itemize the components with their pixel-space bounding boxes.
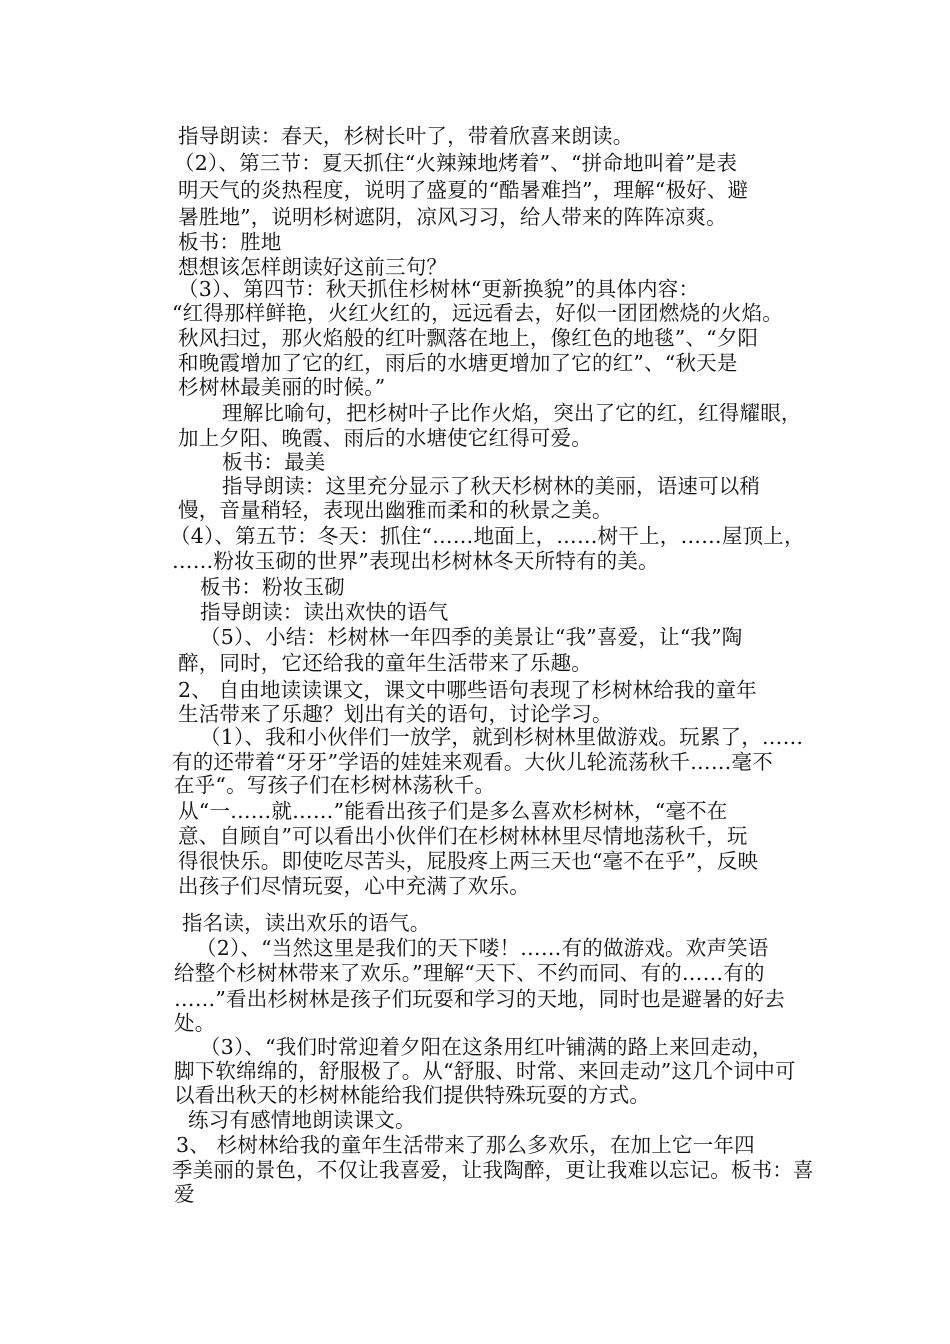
text-line: 板书：粉妆玉砌: [200, 575, 345, 599]
text-line: 指导朗读：春天，杉树长叶了，带着欣喜来朗读。: [178, 124, 634, 148]
text-line: 练习有感情地朗读课文。: [188, 1108, 416, 1132]
text-line: 指导朗读：这里充分显示了秋天杉树林的美丽，语速可以稍: [222, 474, 761, 498]
text-line: 加上夕阳、晚霞、雨后的水塘使它红得可爱。: [178, 426, 592, 450]
text-line: 得很快乐。即使吃尽苦头，屁股疼上两三天也“毫不在乎”，反映: [178, 849, 759, 873]
text-line: （5）、小结：杉树林一年四季的美景让“我”喜爱，让“我”陶: [200, 625, 743, 649]
text-line: ……”看出杉树林是孩子们玩耍和学习的天地，同时也是避暑的好去: [174, 987, 785, 1011]
text-line: 以看出秋天的杉树林能给我们提供特殊玩耍的方式。: [174, 1083, 651, 1107]
text-line: 板书：最美: [222, 450, 326, 474]
text-line: 3、 杉树林给我的童年生活带来了那么多欢乐，在加上它一年四: [176, 1133, 755, 1157]
text-line: “红得那样鲜艳，火红火红的，远远看去，好似一团团燃烧的火焰。: [172, 301, 783, 325]
text-line: 处。: [174, 1011, 216, 1035]
text-line: （1）、我和小伙伴们一放学，就到杉树林里做游戏。玩累了，……: [200, 725, 804, 749]
text-line: （4）、第五节：冬天：抓住“……地面上，……树干上，……屋顶上，: [170, 524, 805, 548]
text-line: 理解比喻句，把杉树叶子比作火焰，突出了它的红，红得耀眼，: [222, 401, 802, 425]
text-line: 明天气的炎热程度，说明了盛夏的“酷暑难挡”，理解“极好、避: [178, 178, 749, 202]
text-line: 指名读，读出欢乐的语气。: [182, 911, 431, 935]
text-line: 给整个杉树林带来了欢乐。”理解“天下、不约而同、有的……有的: [174, 961, 765, 985]
text-line: 从“一……就……”能看出孩子们是多么喜欢杉树林，“毫不在: [178, 799, 728, 823]
text-line: ……粉妆玉砌的世界”表现出杉树林冬天所特有的美。: [172, 549, 659, 573]
text-line: 脚下软绵绵的，舒服极了。从“舒服、时常、来回走动”这几个词中可: [174, 1059, 796, 1083]
text-line: 慢，音量稍轻，表现出幽雅而柔和的秋景之美。: [178, 498, 613, 522]
text-line: 有的还带着“牙牙”学语的娃娃来观看。大伙儿轮流荡秋千……毫不: [172, 750, 773, 774]
text-line: 意、自顾自”可以看出小伙伴们在杉树林林里尽情地荡秋千，玩: [178, 824, 748, 848]
text-line: 出孩子们尽情玩耍，心中充满了欢乐。: [178, 874, 530, 898]
text-line: （3）、第四节：秋天抓住杉树林“更新换貌”的具体内容：: [178, 277, 700, 301]
text-line: 爱: [174, 1182, 195, 1206]
text-line: 在乎“。写孩子们在杉树林荡秋千。: [174, 773, 496, 797]
text-line: 秋风扫过，那火焰般的红叶飘落在地上，像红色的地毯”、“夕阳: [178, 326, 759, 350]
text-line: 指导朗读：读出欢快的语气: [200, 600, 449, 624]
text-line: 醉，同时，它还给我的童年生活带来了乐趣。: [178, 651, 592, 675]
text-line: 和晚霞增加了它的红，雨后的水塘更增加了它的红”、“秋天是: [178, 351, 738, 375]
text-line: 杉树林最美丽的时候。”: [178, 375, 386, 399]
text-line: 想想该怎样朗读好这前三句？: [178, 255, 448, 279]
text-line: 板书：胜地: [178, 230, 282, 254]
text-line: （3）、“我们时常迎着夕阳在这条用红叶铺满的路上来回走动，: [200, 1035, 773, 1059]
text-line: （2）、“当然这里是我们的天下喽！……有的做游戏。欢声笑语: [196, 936, 769, 960]
text-line: 季美丽的景色，不仅让我喜爱，让我陶醉，更让我难以忘记。板书：喜: [172, 1158, 814, 1182]
text-line: （2）、第三节：夏天抓住“火辣辣地烤着”、“拼命地叫着”是表: [174, 151, 738, 175]
text-line: 2、 自由地读读课文，课文中哪些语句表现了杉树林给我的童年: [178, 678, 757, 702]
text-line: 暑胜地”，说明杉树遮阴，凉风习习，给人带来的阵阵凉爽。: [178, 205, 727, 229]
text-line: 生活带来了乐趣？划出有关的语句，讨论学习。: [178, 702, 613, 726]
